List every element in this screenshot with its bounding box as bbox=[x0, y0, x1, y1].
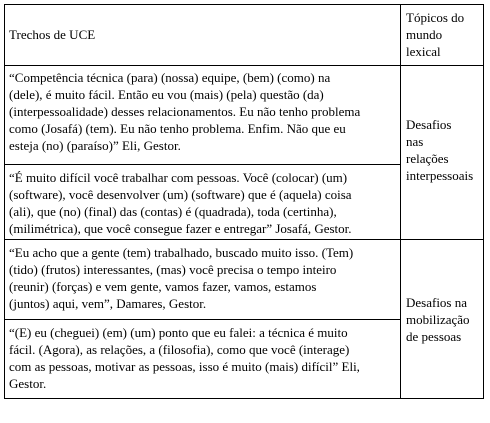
table-right-border bbox=[483, 4, 484, 399]
header-excerpts: Trechos de UCE bbox=[9, 27, 96, 42]
header-separator bbox=[4, 65, 484, 66]
topic-label: Desafios nas relações interpessoais bbox=[406, 117, 474, 183]
excerpt-separator bbox=[4, 319, 401, 320]
excerpt-text: “Eu acho que a gente (tem) trabalhado, buscado muito isso. (Tem) (tido) (frutos) interessantes, (mas) você precisa o tempo inteiro (reunir) (forças) e vem gente, vamos fazer, vamos, estamos (juntos) aqui, vem”, Damares, Gestor. bbox=[9, 245, 354, 311]
table-top-border bbox=[4, 4, 484, 5]
row-separator bbox=[4, 239, 484, 240]
table-bottom-border bbox=[4, 398, 484, 399]
excerpt-text: “Competência técnica (para) (nossa) equipe, (bem) (como) na (dele), é muito fácil. Então eu vou (mais) (pela) questão (da) (interpessoalidade) desses relacionamentos. Eu não tenho problema como (Josafá) (tem). Eu não tenho problema. Enfim. Não que eu esteja (no) (paraíso)” Eli, Gestor. bbox=[9, 70, 361, 153]
topic-label: Desafios na mobilização de pessoas bbox=[406, 295, 470, 344]
excerpt-text: “É muito difícil você trabalhar com pessoas. Você (colocar) (um) (software), você desenvolver (um) (software) que é (aquela) coisa (ali), que (no) (final) das (contas) é (quadrada), toda (certinha), (milimétrica), que você consegue fazer e entregar” Josafá, Gestor. bbox=[9, 170, 352, 236]
excerpt-separator bbox=[4, 164, 401, 165]
lexical-world-table bbox=[4, 4, 484, 399]
excerpt-text: “(E) eu (cheguei) (em) (um) ponto que eu falei: a técnica é muito fácil. (Agora), as relações, a (filosofia), como que você (interage) com as pessoas, motivar as pessoas, isso é muito (mais) difícil” Eli, Gestor. bbox=[9, 325, 360, 391]
header-lexical-topics: Tópicos do mundo lexical bbox=[406, 10, 465, 59]
table-left-border bbox=[4, 4, 5, 399]
column-divider bbox=[400, 4, 401, 399]
